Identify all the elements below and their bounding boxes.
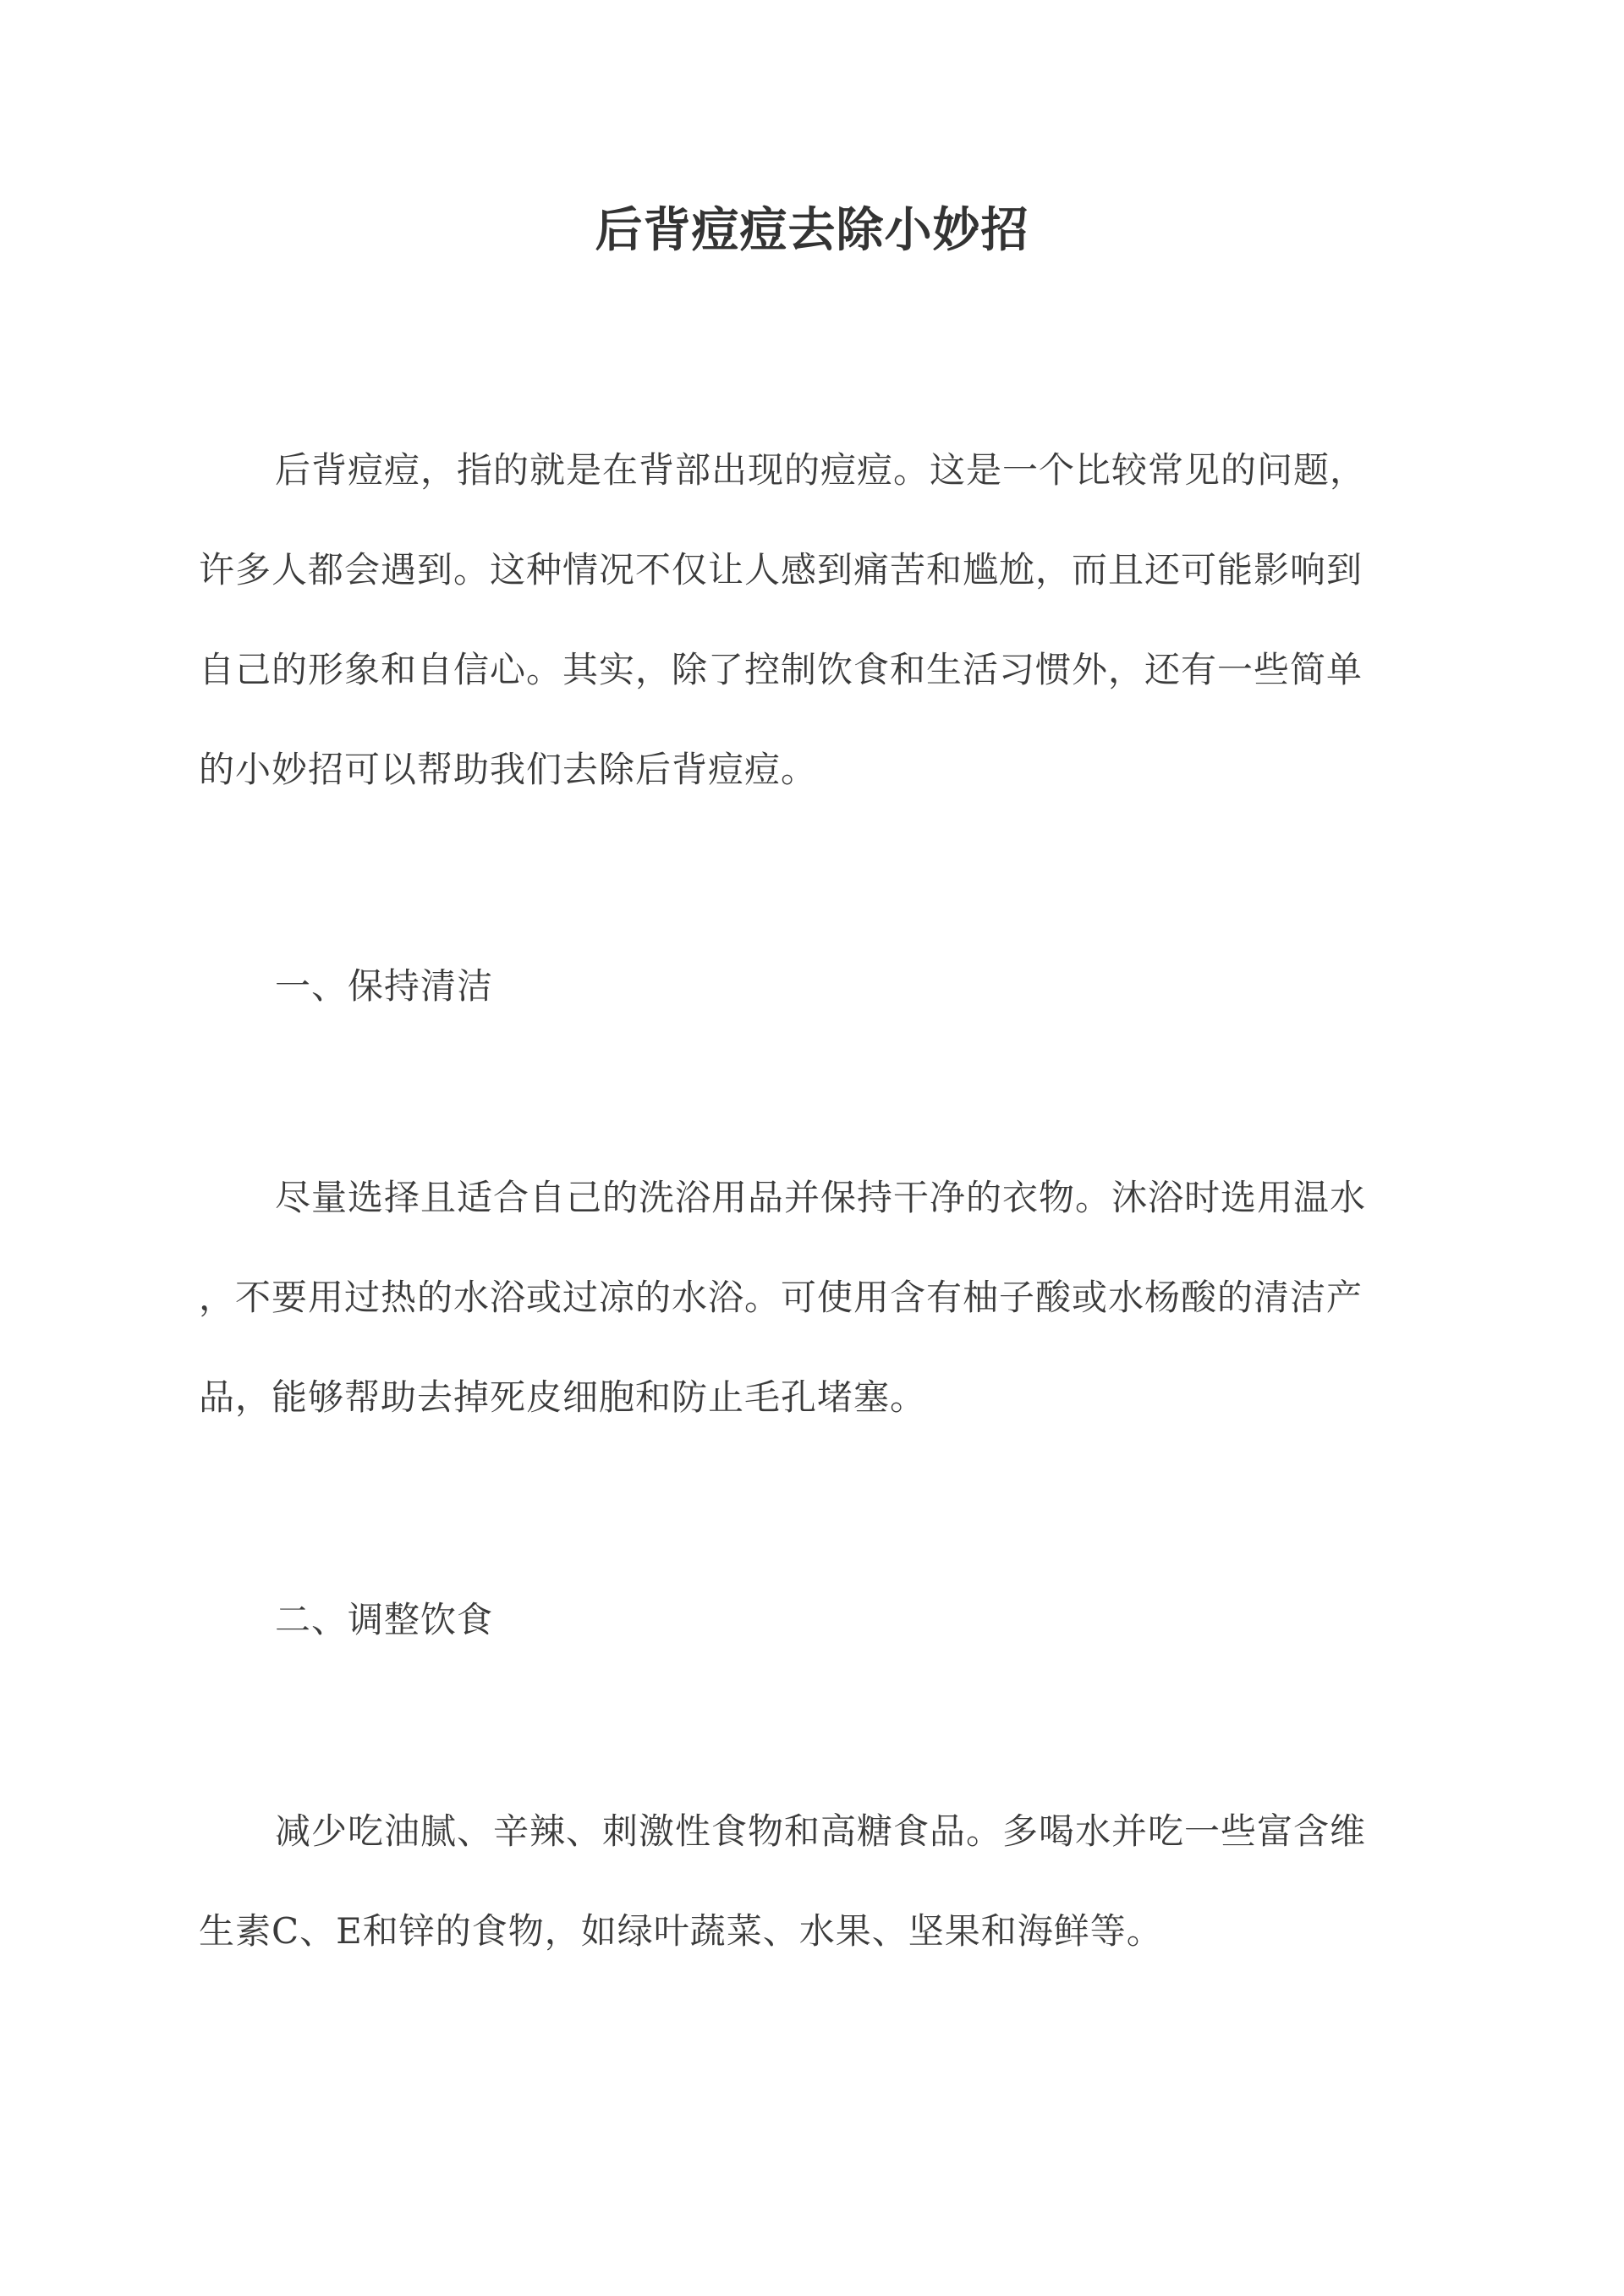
paragraph-line: 后背痘痘，指的就是在背部出现的痘痘。这是一个比较常见的问题，: [275, 449, 1367, 491]
section-heading-adjust-diet: 二、调整饮食: [275, 1599, 494, 1640]
paragraph-line: 减少吃油腻、辛辣、刺激性食物和高糖食品。多喝水并吃一些富含维: [275, 1810, 1367, 1852]
paragraph-line: 许多人都会遇到。这种情况不仅让人感到痛苦和尴尬，而且还可能影响到: [199, 549, 1363, 590]
section-heading-keep-clean: 一、保持清洁: [275, 965, 494, 1007]
paragraph-line: 生素C、E和锌的食物，如绿叶蔬菜、水果、坚果和海鲜等。: [199, 1910, 1163, 1952]
paragraph-line: 尽量选择且适合自己的洗浴用品并保持干净的衣物。沐浴时选用温水: [275, 1177, 1367, 1218]
paragraph-line: 品，能够帮助去掉死皮细胞和防止毛孔堵塞。: [199, 1376, 927, 1418]
paragraph-line: 自己的形象和自信心。其实，除了控制饮食和生活习惯外，还有一些简单: [199, 649, 1363, 690]
section-paragraph-adjust-diet: [199, 1782, 1425, 1981]
document-title: 后背痘痘去除小妙招: [595, 202, 1029, 258]
paragraph-line: 的小妙招可以帮助我们去除后背痘痘。: [199, 749, 818, 790]
section-paragraph-keep-clean: [199, 1148, 1425, 1447]
intro-paragraph: [199, 420, 1425, 820]
paragraph-line: ，不要用过热的水浴或过凉的水浴。可使用含有柚子酸或水杨酸的清洁产: [199, 1277, 1363, 1318]
